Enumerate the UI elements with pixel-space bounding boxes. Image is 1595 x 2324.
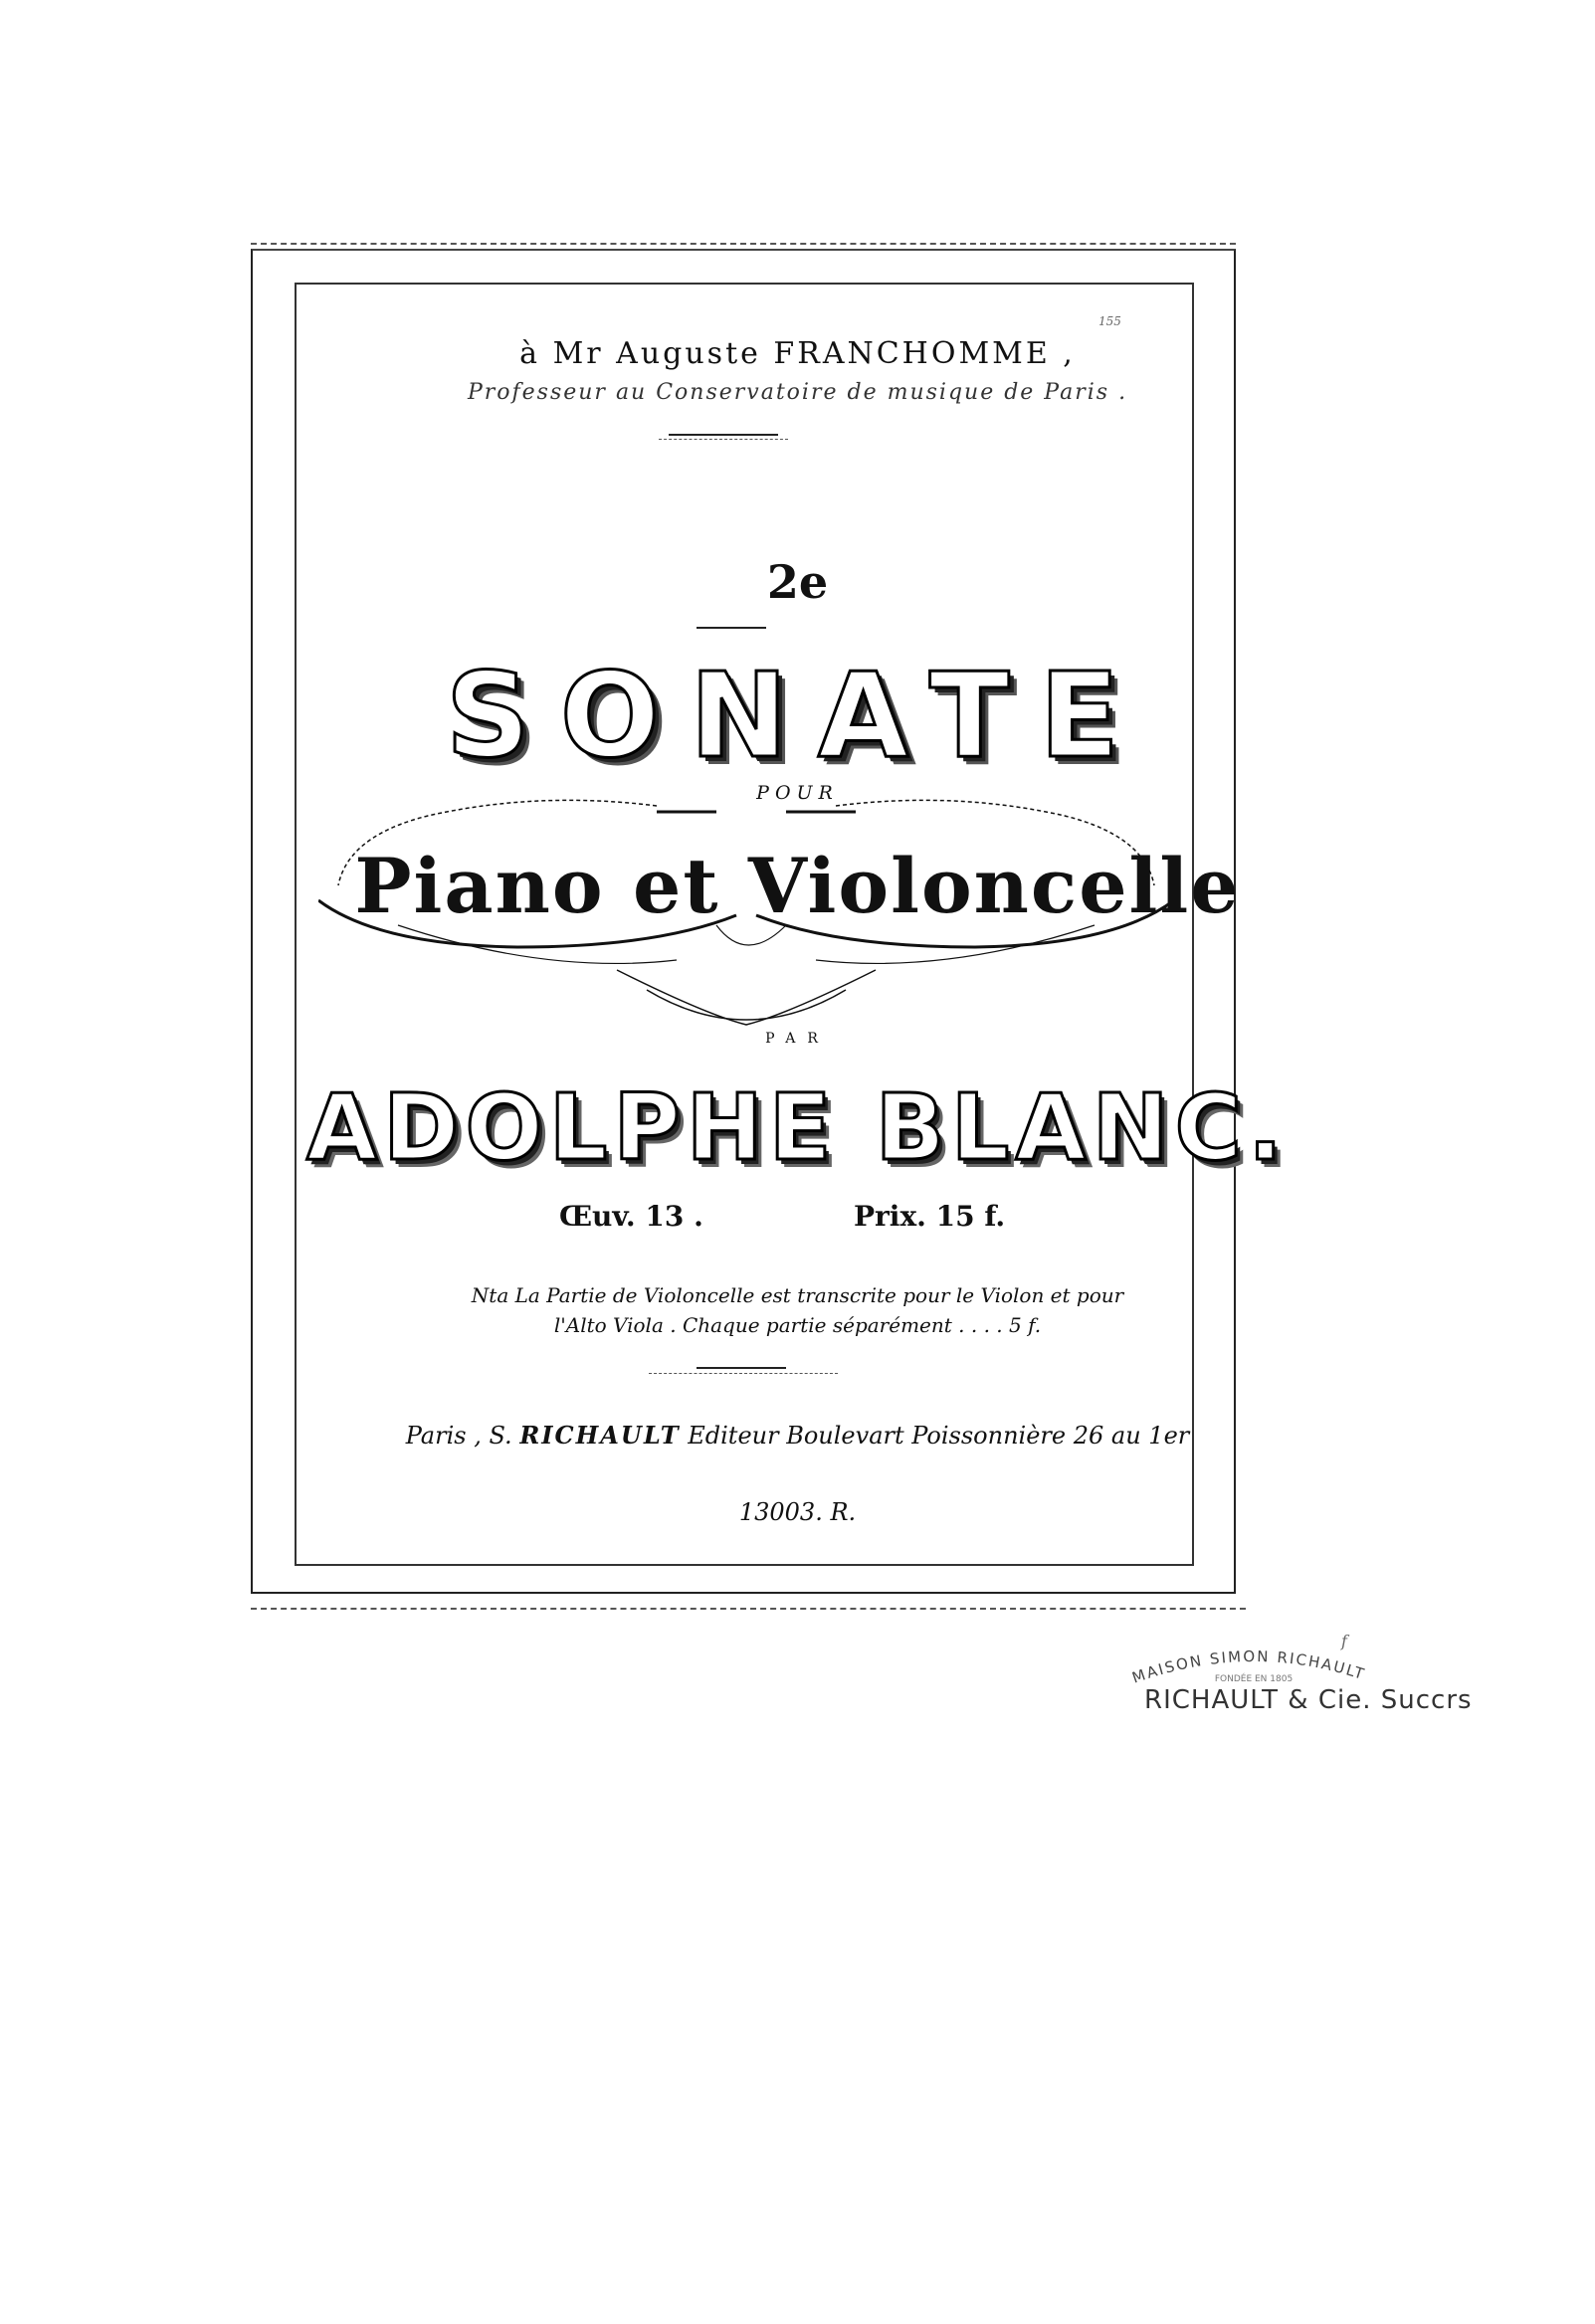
transcription-note-line1: Nta La Partie de Violoncelle est transcrite pour le Violon et pour <box>471 1283 1124 1307</box>
professor-line: Professeur au Conservatoire de musique de Paris . <box>467 380 1128 405</box>
par-label: PAR <box>765 1031 830 1047</box>
composer-name: ADOLPHE BLANC. <box>305 1074 1290 1181</box>
pour-label: POUR <box>756 782 839 804</box>
divider-rule-middle-dash <box>649 1373 838 1374</box>
publisher-line <box>0 1421 1595 1450</box>
instruments-line: Piano et Violoncelle <box>354 842 1241 930</box>
publisher-stamp <box>1124 1632 1473 1741</box>
title: SONATE <box>445 647 1150 784</box>
divider-rule-top-dash <box>659 439 788 440</box>
divider-rule-middle <box>697 1367 786 1369</box>
dedication-line: à Mr Auguste FRANCHOMME , <box>519 336 1076 371</box>
publisher-prefix: Paris , S. <box>405 1422 512 1450</box>
corner-number: 155 <box>1098 314 1121 328</box>
transcription-note-line2: l'Alto Viola . Chaque partie séparément . . . . 5 f. <box>553 1313 1042 1337</box>
plate-number: 13003. R. <box>738 1498 857 1526</box>
opus-number: Œuv. 13 . <box>559 1200 703 1233</box>
stamp-arc-label: MAISON SIMON RICHAULT <box>1129 1646 1368 1687</box>
stamp-main-text: RICHAULT & Cie. Succrs <box>1144 1685 1473 1715</box>
stamp-handwritten-mark: f <box>1341 1632 1347 1650</box>
frame-dash-top <box>251 243 1236 245</box>
stamp-sub-arc: FONDÉE EN 1805 <box>1214 1674 1294 1684</box>
publisher-address: Editeur Boulevart Poissonnière 26 au 1er <box>688 1422 1190 1450</box>
number-underline <box>697 627 766 629</box>
sonata-number: 2e <box>766 555 829 609</box>
price: Prix. 15 f. <box>854 1200 1006 1233</box>
publisher-name: RICHAULT <box>519 1421 681 1450</box>
frame-dash-bottom <box>251 1608 1246 1610</box>
divider-rule-top <box>669 434 778 436</box>
